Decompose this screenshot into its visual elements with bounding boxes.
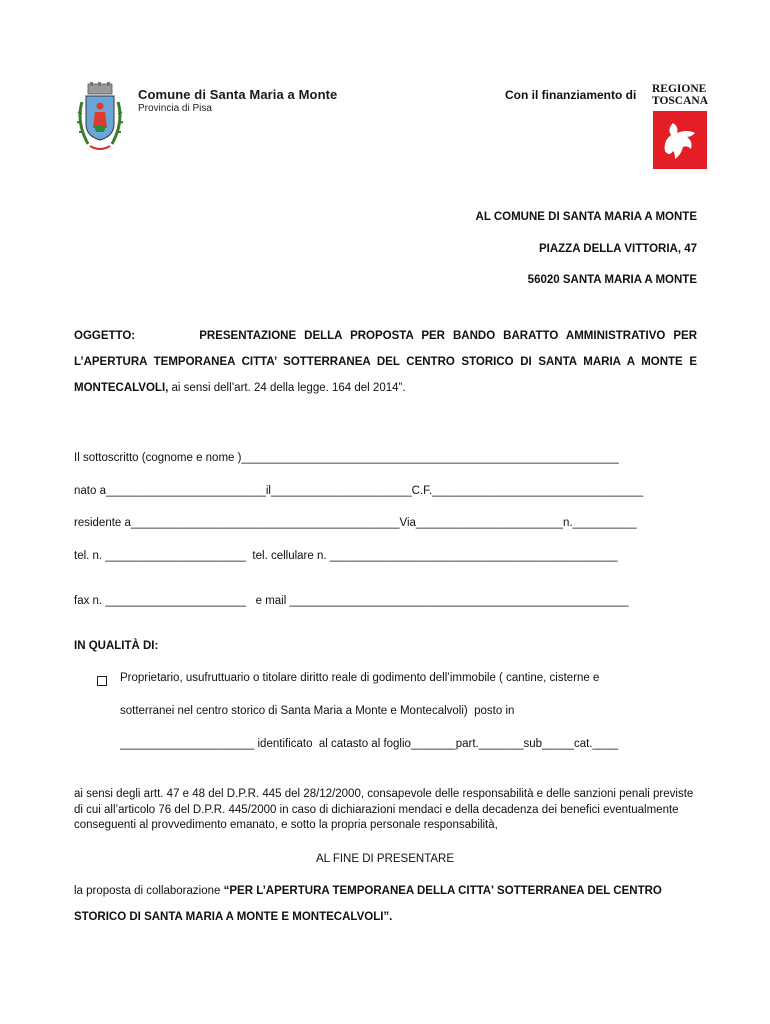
qualita-option-line-2: sotterranei nel centro storico di Santa Maria a Monte e Montecalvoli) posto in	[120, 705, 515, 717]
qualita-checkbox[interactable]	[97, 676, 107, 686]
comune-province: Provincia di Pisa	[138, 103, 212, 114]
qualita-heading: IN QUALITÀ DI:	[74, 640, 159, 652]
recipient-line-2: PIAZZA DELLA VITTORIA, 47	[538, 243, 697, 255]
region-title-line1: REGIONE	[652, 83, 707, 95]
purpose-heading: AL FINE DI PRESENTARE	[315, 853, 455, 865]
declaration-paragraph: ai sensi degli artt. 47 e 48 del D.P.R. 445 del 28/12/2000, consapevole delle responsabilità e delle sanzioni penali previste di cui all’articolo 76 del D.P.R. 445/2000 in caso di dichiarazioni mendaci e della decadenza dei benefici eventualmente conseguenti al provvedimento emanato, e sotto la propria personale responsabilità,	[74, 788, 694, 831]
field-fax-email[interactable]: fax n. ______________________ e mail _____________________________________________________	[74, 595, 629, 607]
region-toscana-flag-logo	[653, 111, 707, 169]
subject-block	[74, 323, 697, 401]
final-paragraph	[74, 878, 704, 930]
field-sottoscritto[interactable]: Il sottoscritto (cognome e nome )___________________________________________________________	[74, 452, 619, 464]
field-nato[interactable]: nato a_________________________il______________________C.F._________________________________	[74, 485, 644, 497]
funding-label: Con il finanziamento di	[505, 88, 637, 102]
region-title-line2: TOSCANA	[652, 95, 709, 107]
field-telefono[interactable]: tel. n. ______________________ tel. cellulare n. _____________________________________________	[74, 550, 618, 562]
comune-name: Comune di Santa Maria a Monte	[138, 87, 338, 102]
recipient-line-3: 56020 SANTA MARIA A MONTE	[527, 274, 697, 286]
qualita-option-cadastral[interactable]: _____________________ identificato al catasto al foglio_______part._______sub_____cat.____	[120, 738, 619, 750]
subject-reference: ai sensi dell’art. 24 della legge. 164 del 2014”.	[168, 382, 406, 394]
recipient-line-1: AL COMUNE DI SANTA MARIA A MONTE	[475, 211, 697, 223]
final-title: “PER L’APERTURA TEMPORANEA DELLA CITTA' SOTTERRANEA DEL CENTRO STORICO DI SANTA MARIA A MONTE E MONTECALVOLI”.	[74, 885, 662, 923]
subject-label: OGGETTO:	[74, 330, 136, 342]
field-residente[interactable]: residente a__________________________________________Via_______________________n.__________	[74, 517, 637, 529]
comune-crest-logo	[74, 82, 126, 156]
subject-title: PRESENTAZIONE DELLA PROPOSTA PER BANDO BARATTO AMMINISTRATIVO PER L’APERTURA TEMPORANEA CITTA’ SOTTERRANEA DEL CENTRO STORICO DI SANTA MARIA A MONTE E MONTECALVOLI,	[74, 330, 698, 394]
region-title	[652, 83, 710, 107]
final-intro: la proposta di collaborazione	[74, 885, 224, 897]
qualita-option-line-1: Proprietario, usufruttuario o titolare diritto reale di godimento dell’immobile ( cantine, cisterne e	[120, 672, 600, 684]
